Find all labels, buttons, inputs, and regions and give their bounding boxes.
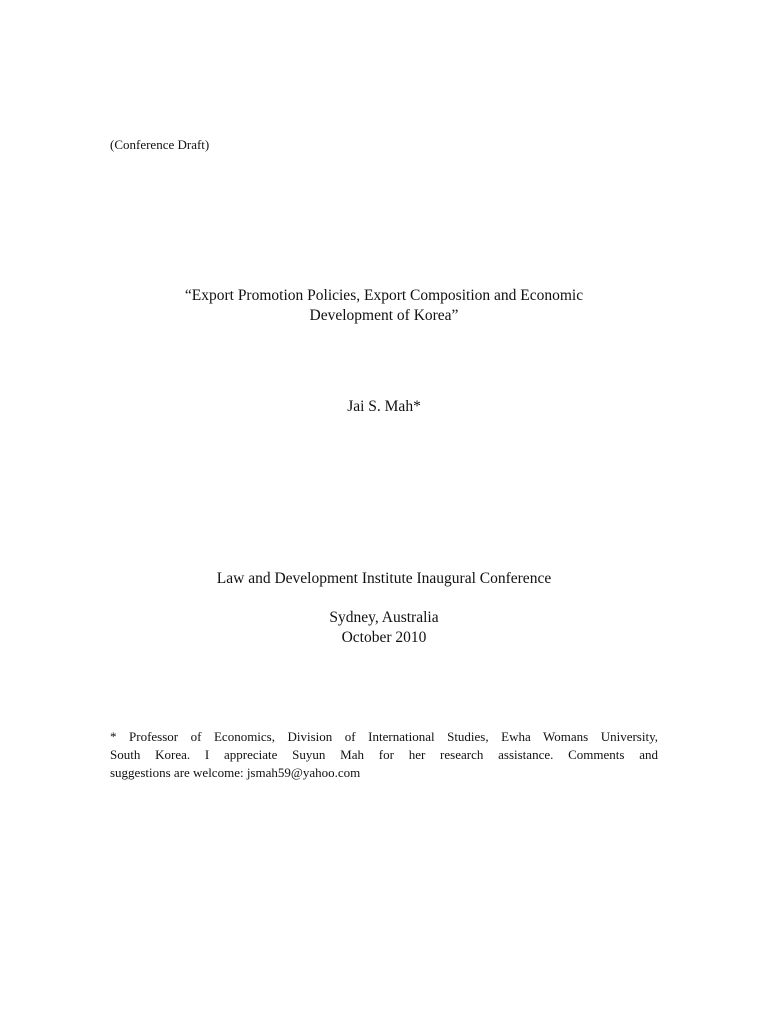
footnote-line-3: suggestions are welcome: jsmah59@yahoo.com [110,765,361,780]
footnote-line-1: * Professor of Economics, Division of International Studies, Ewha Womans University, [110,729,658,744]
venue-block [110,608,658,648]
footnote-line-2: South Korea. I appreciate Suyun Mah for her research assistance. Comments and [110,747,658,762]
conference-date: October 2010 [341,629,427,646]
paper-title-line-1: “Export Promotion Policies, Export Composition and Economic [184,287,584,304]
paper-title [110,286,658,326]
conference-name: Law and Development Institute Inaugural Conference [216,570,552,587]
draft-note: (Conference Draft) [110,137,210,152]
author-name: Jai S. Mah* [347,398,421,415]
author-footnote [110,728,658,782]
paper-title-line-2: Development of Korea” [309,307,459,324]
conference-location: Sydney, Australia [329,609,439,626]
